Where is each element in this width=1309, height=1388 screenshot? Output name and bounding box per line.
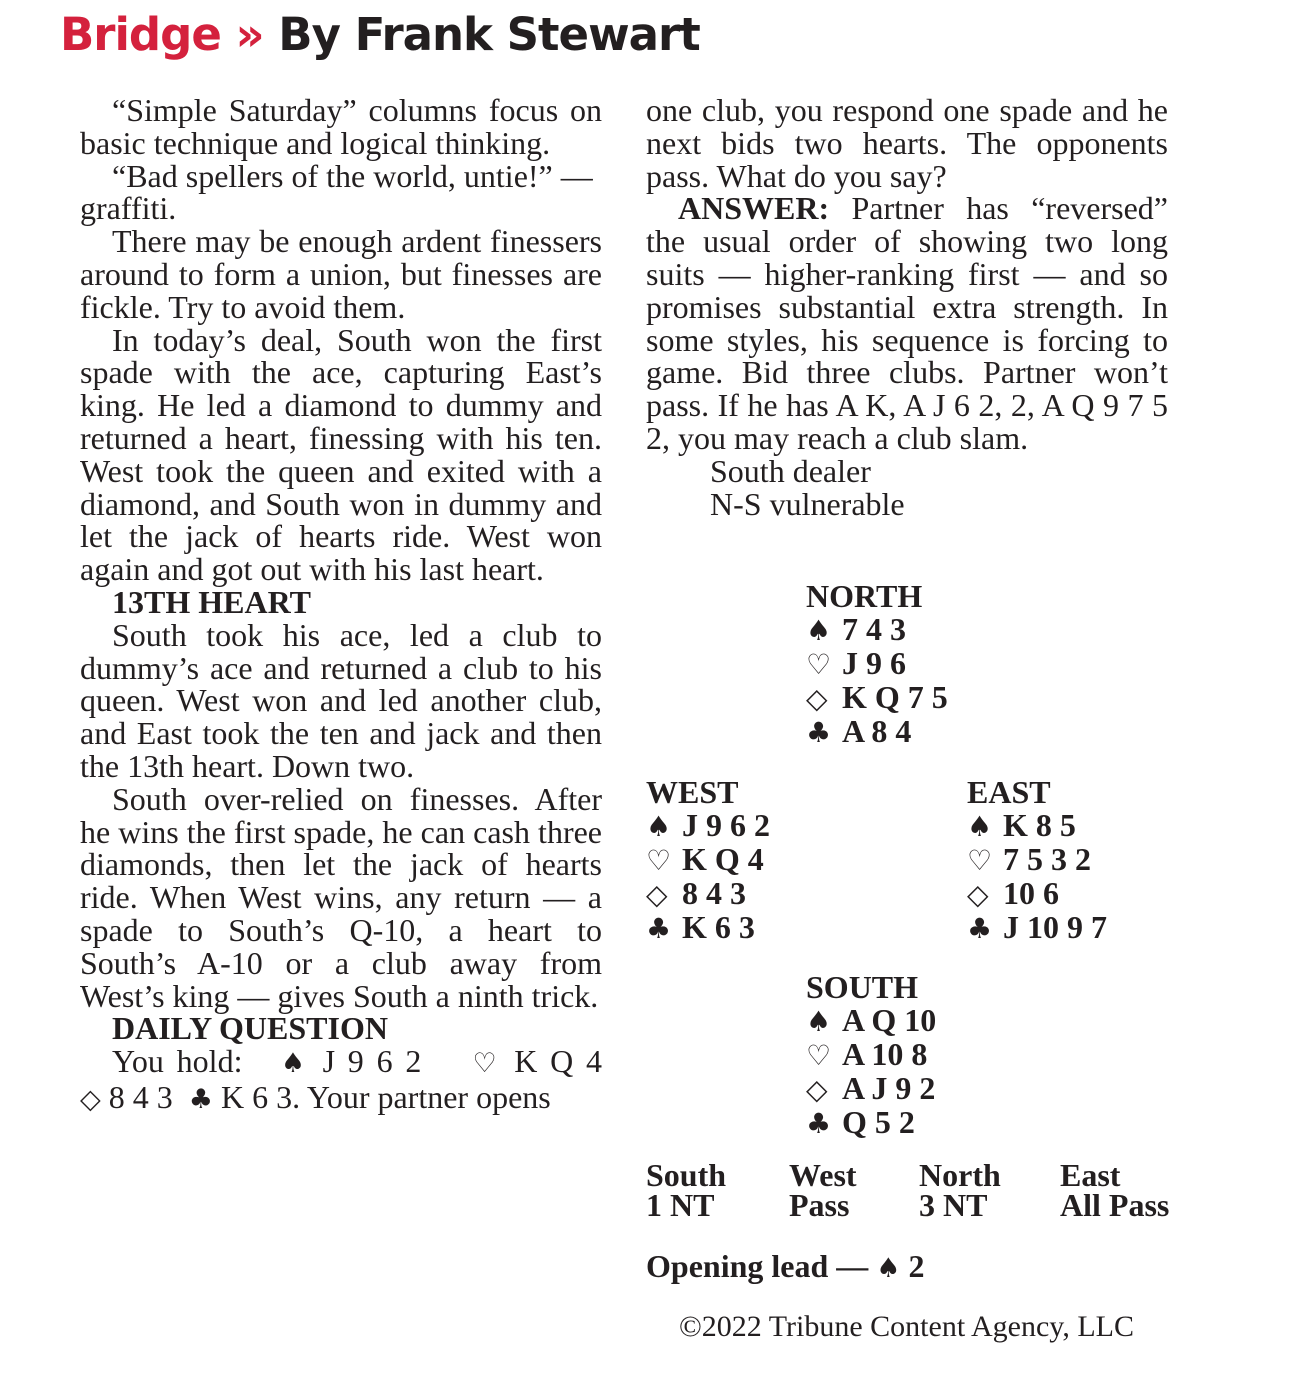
paragraph: “Bad spellers of the world, untie!” — graffiti. bbox=[80, 157, 593, 227]
byline: By Frank Stewart bbox=[278, 8, 700, 61]
club-icon: ♣ bbox=[188, 1083, 213, 1115]
right-column bbox=[646, 94, 1168, 520]
question-clubs: ♣ K 6 3. bbox=[188, 1078, 301, 1115]
dealer-line: South dealer bbox=[710, 452, 871, 489]
suit-row-clubs: ♣ J 10 9 7 bbox=[967, 909, 1107, 945]
answer-label: ANSWER: bbox=[678, 190, 830, 227]
suit-row-diamonds: ◇ A J 9 2 bbox=[806, 1070, 936, 1106]
bid-seat: West bbox=[789, 1157, 857, 1193]
suit-row-diamonds: ◇ K Q 7 5 bbox=[806, 679, 948, 715]
suit-row-diamonds: ◇ 10 6 bbox=[967, 875, 1059, 911]
spade-icon: ♠ bbox=[876, 1253, 901, 1284]
club-icon: ♣ bbox=[646, 912, 672, 945]
question-suffix: Your partner opens bbox=[306, 1078, 551, 1115]
heart-icon: ♡ bbox=[806, 648, 832, 681]
suit-row-clubs: ♣ A 8 4 bbox=[806, 713, 912, 749]
diamond-icon: ◇ bbox=[80, 1083, 101, 1115]
bid-column-west bbox=[789, 1157, 857, 1223]
opening-lead-card: 2 bbox=[908, 1248, 925, 1284]
paragraph: In today’s deal, South won the first spade with the ace, capturing East’s king. He led a diamond to dummy and returned a heart, finessing with his ten. West took the queen and exited with a diamond, and South won in dummy and let the jack of hearts ride. West won again and got out with his last heart. bbox=[80, 321, 602, 588]
bid-call: Pass bbox=[789, 1187, 850, 1223]
suit-row-spades: ♠ K 8 5 bbox=[967, 807, 1076, 843]
question-prefix: You hold: bbox=[112, 1043, 243, 1080]
west-hand bbox=[646, 776, 770, 945]
suit-row-clubs: ♣ Q 5 2 bbox=[806, 1104, 915, 1140]
heart-icon: ♡ bbox=[967, 844, 993, 877]
heart-icon: ♡ bbox=[472, 1048, 502, 1080]
suit-row-hearts: ♡ K Q 4 bbox=[646, 841, 764, 877]
bid-column-north bbox=[919, 1157, 1001, 1223]
hand-label: NORTH bbox=[806, 578, 923, 614]
spade-icon: ♠ bbox=[646, 810, 672, 843]
east-hand bbox=[967, 776, 1107, 945]
suit-row-diamonds: ◇ 8 4 3 bbox=[646, 875, 746, 911]
question-hearts: ♡ K Q 4 bbox=[472, 1043, 603, 1080]
spade-icon: ♠ bbox=[806, 614, 832, 647]
suit-row-spades: ♠ J 9 6 2 bbox=[646, 807, 770, 843]
bid-seat: South bbox=[646, 1157, 727, 1193]
answer-text: Partner has “reversed” the usual order of showing two long suits — higher-ranking first — and so promises substantial extra strength. In some styles, his sequence is forcing to game. Bid three clubs. Partner won’t pass. If he has A K, A J 6 2, 2, A Q 9 7 5 2, you may reach a club slam. bbox=[646, 190, 1168, 456]
hand-label: SOUTH bbox=[806, 969, 919, 1005]
suit-row-hearts: ♡ 7 5 3 2 bbox=[967, 841, 1091, 877]
subhead-13th-heart: 13TH HEART bbox=[112, 583, 311, 620]
hand-label: WEST bbox=[646, 774, 739, 810]
paragraph: one club, you respond one spade and he next bids two hearts. The opponents pass. What do you say? bbox=[646, 92, 1168, 194]
bid-seat: East bbox=[1060, 1157, 1121, 1193]
heart-icon: ♡ bbox=[646, 844, 672, 877]
column-title: Bridge » bbox=[60, 8, 264, 61]
suit-row-hearts: ♡ A 10 8 bbox=[806, 1036, 928, 1072]
column-header bbox=[60, 8, 700, 61]
question-diamonds: ◇ 8 4 3 bbox=[80, 1078, 173, 1115]
club-icon: ♣ bbox=[967, 912, 993, 945]
subhead-daily-question: DAILY QUESTION bbox=[112, 1010, 388, 1047]
paragraph: “Simple Saturday” columns focus on basic technique and logical thinking. bbox=[80, 92, 602, 161]
diamond-icon: ◇ bbox=[806, 682, 828, 715]
heart-icon: ♡ bbox=[806, 1039, 832, 1072]
copyright: ©2022 Tribune Content Agency, LLC bbox=[679, 1310, 1135, 1343]
north-hand bbox=[806, 580, 948, 749]
paragraph: South over-relied on finesses. After he wins the first spade, he can cash three diamonds, then let the jack of hearts ride. When West wins, any return — a spade to South’s Q-10, a heart to South’s A-10 or a club away from West’s king — gives South a ninth trick. bbox=[80, 780, 602, 1014]
spade-icon: ♠ bbox=[967, 810, 993, 843]
spade-icon: ♠ bbox=[806, 1005, 832, 1038]
bid-call: 1 NT bbox=[646, 1187, 715, 1223]
bid-column-east bbox=[1060, 1157, 1170, 1223]
paragraph: There may be enough ardent finessers around to form a union, but finesses are fickle. Try to avoid them. bbox=[80, 223, 602, 325]
club-icon: ♣ bbox=[806, 1107, 832, 1140]
suit-row-spades: ♠ 7 4 3 bbox=[806, 611, 906, 647]
suit-row-spades: ♠ A Q 10 bbox=[806, 1002, 937, 1038]
bid-seat: North bbox=[919, 1157, 1001, 1193]
suit-row-clubs: ♣ K 6 3 bbox=[646, 909, 755, 945]
bid-call: 3 NT bbox=[919, 1187, 988, 1223]
vulnerability-line: N-S vulnerable bbox=[710, 485, 905, 522]
club-icon: ♣ bbox=[806, 716, 832, 749]
diamond-icon: ◇ bbox=[646, 878, 668, 911]
opening-lead-label: Opening lead — bbox=[646, 1248, 869, 1284]
south-hand bbox=[806, 971, 936, 1140]
bid-call: All Pass bbox=[1060, 1187, 1170, 1223]
bid-column-south bbox=[646, 1157, 727, 1223]
answer-paragraph bbox=[646, 192, 1168, 454]
hand-label: EAST bbox=[967, 774, 1051, 810]
paragraph: South took his ace, led a club to dummy’s ace and returned a club to his queen. West won and led another club, and East took the ten and jack and then the 13th heart. Down two. bbox=[80, 616, 602, 784]
spade-icon: ♠ bbox=[280, 1048, 310, 1080]
question-spades: ♠ J 9 6 2 bbox=[280, 1043, 422, 1080]
opening-lead bbox=[646, 1248, 924, 1285]
left-column bbox=[80, 94, 602, 1117]
daily-question-paragraph bbox=[80, 1045, 602, 1117]
diamond-icon: ◇ bbox=[967, 878, 989, 911]
diamond-icon: ◇ bbox=[806, 1073, 828, 1106]
suit-row-hearts: ♡ J 9 6 bbox=[806, 645, 906, 681]
